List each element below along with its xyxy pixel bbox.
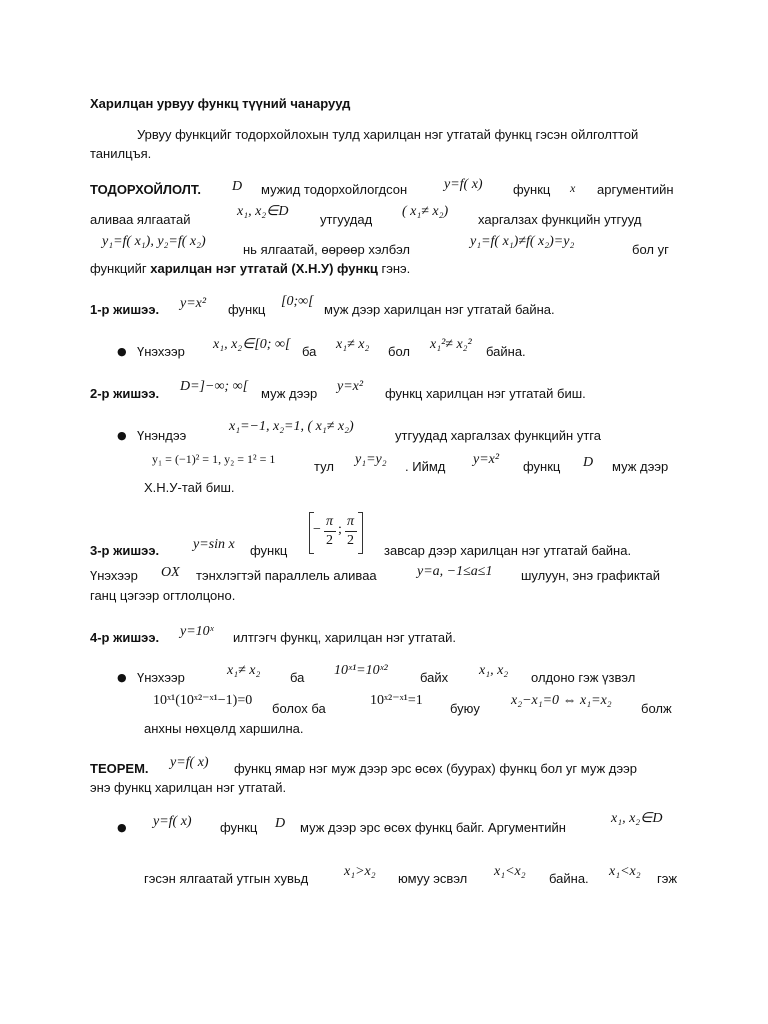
example-text: байна.: [486, 344, 526, 359]
math-domain: [0;∞[: [281, 294, 314, 309]
example-2-label: 2-р жишээ.: [90, 386, 160, 401]
definition-text: нь ялгаатай, өөрөөр хэлбэл: [243, 242, 411, 257]
example-text: Үнэхээр: [137, 344, 185, 359]
math-function: y=f( x): [444, 177, 483, 192]
math-expr: x₁, x₂∈D: [611, 811, 663, 826]
math-function: y=x²: [180, 296, 207, 311]
math-expr: x₁≠ x₂: [227, 663, 261, 678]
math-x: x: [570, 181, 576, 195]
math-expr: 10ˣ¹(10ˣ²⁻ˣ¹−1)=0: [153, 693, 253, 708]
example-text: функц: [228, 302, 266, 317]
example-text: Үнэхээр: [137, 670, 185, 685]
page-title: Харилцан урвуу функц түүний чанарууд: [90, 96, 351, 111]
example-text: завсар дээр харилцан нэг утгатай байна.: [384, 543, 632, 558]
definition-text: аргументийн: [597, 182, 674, 197]
intro-line-2: танилцъя.: [90, 146, 152, 161]
math-expr: x₁≠ x₂: [336, 337, 370, 352]
separator: ;: [338, 522, 342, 537]
example-text: муж дээр: [612, 459, 669, 474]
math-function: y=f( x): [153, 814, 192, 829]
math-expr: x₁²≠ x₂²: [430, 337, 472, 352]
example-text: ганц цэгээр огтлолцоно.: [90, 588, 236, 603]
theorem-text: гэж: [657, 871, 678, 886]
definition-label: ТОДОРХОЙЛОЛТ.: [90, 182, 202, 197]
example-text: ба: [302, 344, 317, 359]
math-expr: 10ˣ²⁻ˣ¹=1: [370, 693, 423, 708]
math-expr: y₁ = (−1)² = 1, y₂ = 1² = 1: [152, 452, 276, 466]
example-3-label: 3-р жишээ.: [90, 543, 160, 558]
math-expr: x₁, x₂∈[0; ∞[: [213, 337, 291, 352]
math-function: y=sin x: [193, 537, 235, 552]
math-axis: OX: [161, 565, 180, 580]
math-function: y=f( x): [170, 755, 209, 770]
math-expr: x₁<x₂: [494, 864, 526, 879]
minus-sign: −: [313, 522, 321, 537]
example-text: буюу: [450, 701, 480, 716]
math-expr: x₁>x₂: [344, 864, 376, 879]
example-text: функц: [523, 459, 561, 474]
math-expr: y=a, −1≤a≤1: [417, 564, 493, 579]
math-D: D: [232, 179, 243, 194]
math-expr: x₁<x₂: [609, 864, 641, 879]
theorem-label: ТЕОРЕМ.: [90, 761, 149, 776]
math-x1x2-in-D: x₁, x₂∈D: [237, 204, 289, 219]
bullet-icon: ●: [117, 671, 127, 684]
example-text: шулуун, энэ графиктай: [521, 568, 660, 583]
definition-text: мужид тодорхойлогдсон: [261, 182, 408, 197]
math-expr: x₂−x₁=0 ⇔ x₁=x₂: [511, 693, 612, 708]
math-D: D: [583, 455, 594, 470]
example-text: . Иймд: [405, 459, 446, 474]
math-function: y=x²: [337, 379, 364, 394]
definition-text: утгуудад: [320, 212, 373, 227]
example-text: олдоно гэж үзвэл: [531, 670, 636, 685]
bullet-icon: ●: [117, 429, 127, 442]
example-text: байх: [420, 670, 449, 685]
example-text: болж: [641, 701, 672, 716]
bullet-icon: ●: [117, 821, 127, 834]
example-text: тул: [314, 459, 334, 474]
math-x1-ne-x2: ( x₁≠ x₂): [402, 204, 449, 219]
example-text: илтгэгч функц, харилцан нэг утгатай.: [233, 630, 456, 645]
definition-text: функцийг: [90, 261, 147, 276]
theorem-text: функц: [220, 820, 258, 835]
example-text: муж дээр: [261, 386, 318, 401]
fraction-denominator: 2: [326, 533, 333, 548]
bullet-icon: ●: [117, 345, 127, 358]
math-function: y=10ˣ: [180, 624, 214, 639]
example-text: анхны нөхцөлд харшилна.: [144, 721, 304, 736]
example-text: утгуудад харгалзах функцийн утга: [395, 428, 601, 443]
example-4-label: 4-р жишээ.: [90, 630, 160, 645]
math-y1-ne-y2: y₁=f( x₁)≠f( x₂)=y₂: [470, 234, 575, 249]
theorem-text: функц ямар нэг муж дээр эрс өсөх (буурах) функц бол уг муж дээр: [234, 761, 638, 776]
intro-line-1: Урвуу функцийг тодорхойлохын тулд харилцан нэг утгатай функц гэсэн ойлголттой: [137, 127, 639, 142]
math-expr: y=x²: [473, 452, 500, 467]
math-y1-y2: y₁=f( x₁), y₂=f( x₂): [102, 234, 206, 249]
example-text: бол: [388, 344, 410, 359]
definition-text: функц: [513, 182, 551, 197]
theorem-text: муж дээр эрс өсөх функц байг. Аргументийн: [300, 820, 566, 835]
theorem-text: гэсэн ялгаатай утгын хувьд: [144, 871, 309, 886]
example-text: Үнэхээр: [90, 568, 138, 583]
theorem-text: юмуу эсвэл: [398, 871, 468, 886]
example-text: Х.Н.У-тай биш.: [144, 480, 235, 495]
definition-line-4: [90, 261, 410, 277]
example-text: ба: [290, 670, 305, 685]
definition-text: гэнэ.: [381, 261, 411, 276]
definition-text: аливаа ялгаатай: [90, 212, 191, 227]
math-expr: x₁, x₂: [479, 663, 509, 678]
theorem-text: байна.: [549, 871, 589, 886]
example-text: тэнхлэгтэй параллель аливаа: [196, 568, 377, 583]
math-expr: y₁=y₂: [355, 452, 387, 467]
example-text: муж дээр харилцан нэг утгатай байна.: [324, 302, 555, 317]
example-1-label: 1-р жишээ.: [90, 302, 160, 317]
definition-text: бол уг: [632, 242, 669, 257]
example-text: болох ба: [272, 701, 326, 716]
fraction-denominator: 2: [347, 533, 354, 548]
example-text: функц харилцан нэг утгатай биш.: [385, 386, 586, 401]
math-domain: D=]−∞; ∞[: [180, 379, 249, 394]
math-expr: x₁=−1, x₂=1, ( x₁≠ x₂): [229, 419, 354, 434]
math-D: D: [275, 816, 286, 831]
theorem-text: энэ функц харилцан нэг утгатай.: [90, 780, 287, 795]
fraction-numerator: π: [347, 514, 355, 529]
fraction-numerator: π: [326, 514, 334, 529]
example-text: Үнэндээ: [137, 428, 187, 443]
example-text: функц: [250, 543, 288, 558]
math-expr: 10ˣ¹=10ˣ²: [334, 663, 388, 678]
definition-term: харилцан нэг утгатай (Х.Н.У) функц: [150, 261, 378, 276]
definition-text: харгалзах функцийн утгууд: [478, 212, 642, 227]
